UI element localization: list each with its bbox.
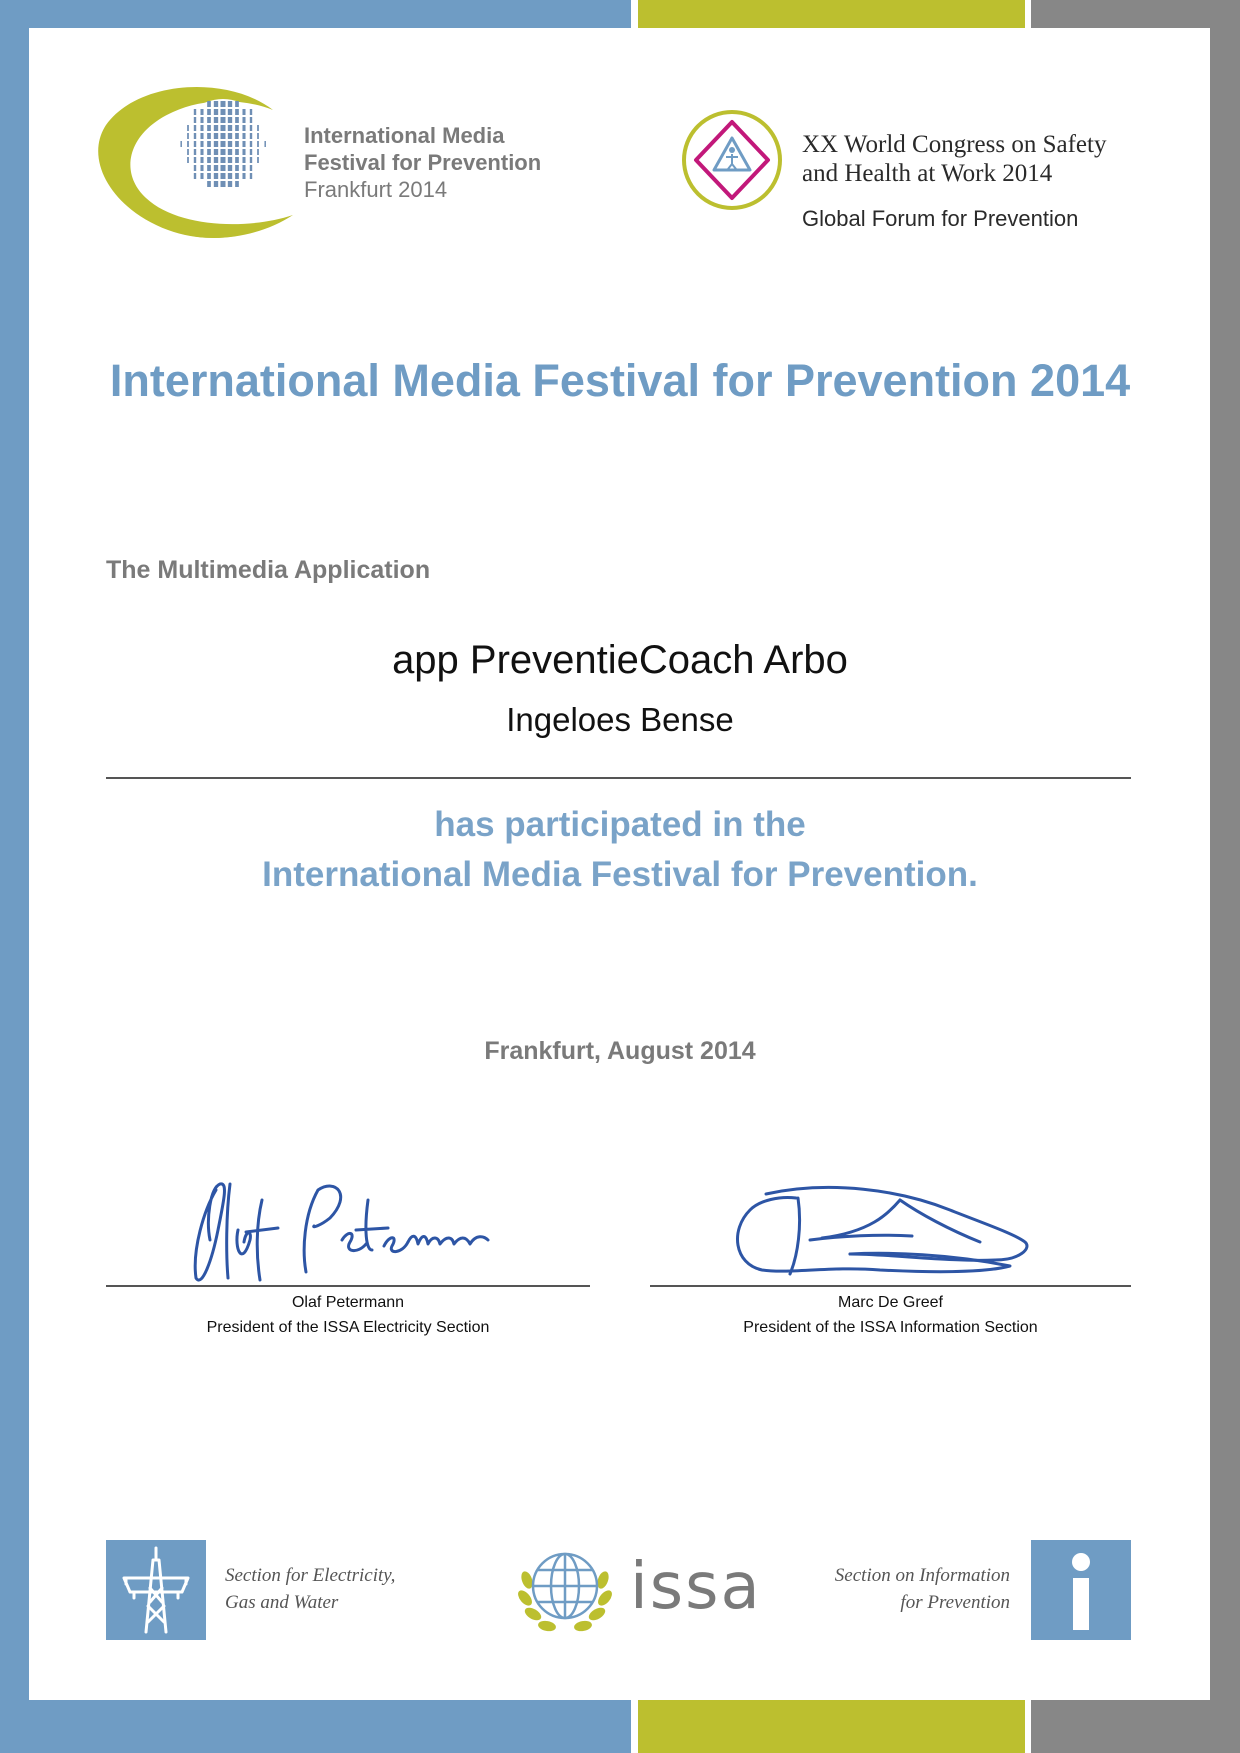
signatory-role-left: President of the ISSA Electricity Section <box>206 1319 490 1336</box>
congress-logo <box>680 108 1140 238</box>
frame-right-bar <box>1210 0 1240 1753</box>
congress-title-line1: XX World Congress on Safety <box>802 131 1107 158</box>
festival-logo-line2: Festival for Prevention <box>304 150 542 175</box>
festival-logo-text <box>304 122 541 203</box>
frame-bottom-blue-bar <box>0 1700 631 1753</box>
signatory-name-right: Marc De Greef <box>838 1294 943 1311</box>
frame-bottom-grey-bar <box>1031 1700 1240 1753</box>
festival-logo-line3: Frankfurt 2014 <box>304 177 448 202</box>
divider <box>106 777 1131 779</box>
entry-title: app PreventieCoach Arbo <box>392 638 848 682</box>
congress-subtitle: Global Forum for Prevention <box>802 206 1079 231</box>
information-section-caption <box>790 1562 1010 1616</box>
place-date: Frankfurt, August 2014 <box>484 1037 756 1065</box>
frame-top-green-bar <box>638 0 1025 28</box>
information-icon <box>1031 1540 1131 1640</box>
signatory-name-left: Olaf Petermann <box>291 1294 405 1311</box>
handwritten-signature-petermann <box>106 1170 590 1285</box>
electricity-section-caption <box>225 1562 395 1616</box>
electricity-section-badge <box>106 1540 206 1640</box>
signature-line-right <box>650 1285 1131 1287</box>
entry-category: The Multimedia Application <box>106 556 431 584</box>
participation-statement <box>60 800 1180 900</box>
frame-bottom-green-bar <box>638 1700 1025 1753</box>
signature-block-left <box>106 1170 590 1345</box>
power-pylon-icon <box>106 1540 206 1640</box>
safety-diamond-icon <box>680 108 790 218</box>
participation-line1: has participated in the <box>434 805 806 844</box>
frame-top-grey-bar <box>1031 0 1240 28</box>
frame-top-blue-bar <box>0 0 631 28</box>
festival-logo-line1: International Media <box>304 123 505 148</box>
issa-wordmark: issa <box>630 1550 762 1624</box>
signatory-role-right: President of the ISSA Information Section <box>743 1319 1038 1336</box>
electricity-caption-line2: Gas and Water <box>225 1592 339 1613</box>
information-caption-line2: for Prevention <box>900 1592 1010 1613</box>
globe-swoosh-icon <box>98 80 318 250</box>
information-section-badge <box>1031 1540 1131 1640</box>
certificate-title: International Media Festival for Prevention 2014 <box>109 355 1131 406</box>
signature-line-left <box>106 1285 590 1287</box>
congress-title <box>802 130 1106 188</box>
issa-logo <box>505 1540 762 1645</box>
globe-laurel-icon <box>505 1540 630 1645</box>
festival-logo <box>98 80 568 250</box>
participation-line2: International Media Festival for Prevention. <box>262 855 978 894</box>
congress-title-line2: and Health at Work 2014 <box>802 160 1053 187</box>
signature-block-right <box>650 1170 1131 1345</box>
frame-left-bar <box>0 0 29 1753</box>
electricity-caption-line1: Section for Electricity, <box>225 1565 396 1586</box>
handwritten-signature-degreef <box>650 1170 1131 1285</box>
entry-author: Ingeloes Bense <box>506 701 734 738</box>
information-caption-line1: Section on Information <box>834 1565 1010 1586</box>
